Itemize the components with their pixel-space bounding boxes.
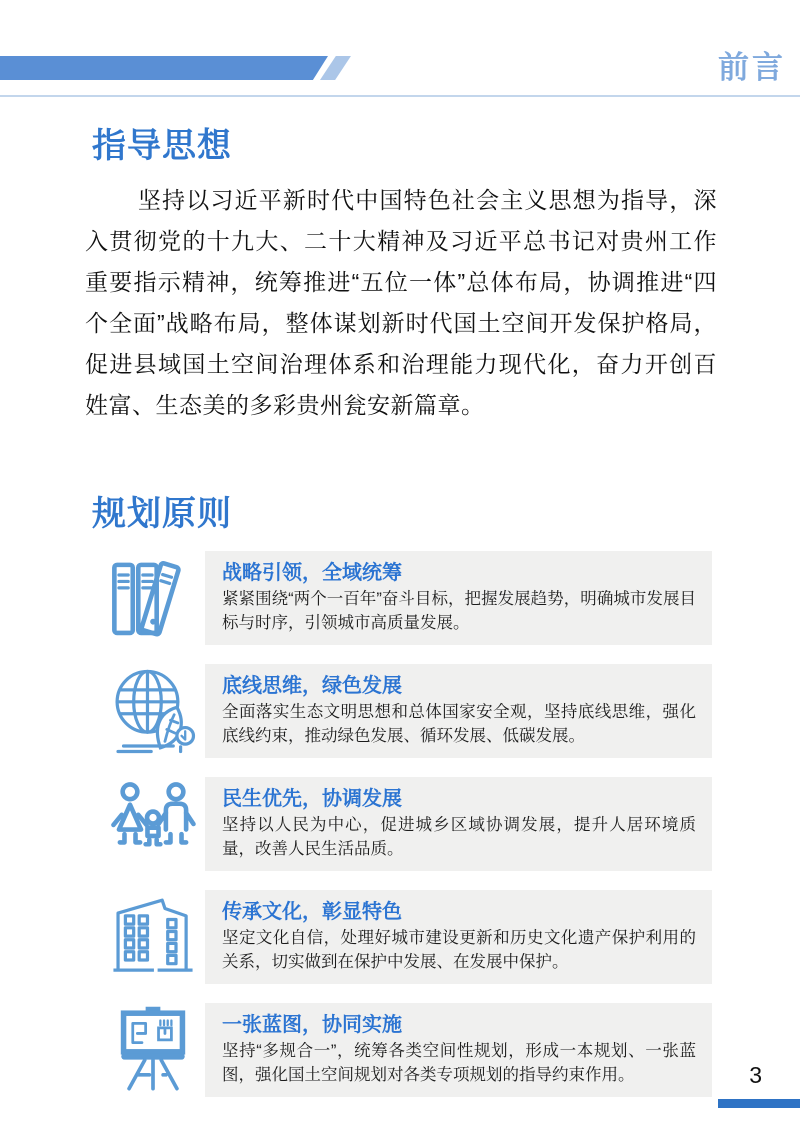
principle-body: 坚定文化自信，处理好城市建设更新和历史文化遗产保护利用的关系，切实做到在保护中发展、在发展中保护。: [222, 929, 696, 971]
guiding-ideology-paragraph: 坚持以习近平新时代中国特色社会主义思想为指导，深入贯彻党的十九大、二十大精神及习近平总书记对贵州工作重要指示精神，统筹推进“五位一体”总体布局，协调推进“四个全面”战略布局，整体谋划新时代国土空间开发保护格局，促进县域国土空间治理体系和治理能力现代化，奋力开创百姓富、生态美的多彩贵州瓮安新篇章。: [85, 187, 717, 418]
principle-title: 战略引领，全域统筹: [222, 562, 402, 584]
principle-box: [205, 664, 712, 758]
principle-body: 坚持以人民为中心，促进城乡区域协调发展，提升人居环境质量，改善人民生活品质。: [222, 816, 696, 858]
principles-list: [100, 551, 712, 1097]
principle-box: [205, 1003, 712, 1097]
principle-title: 一张蓝图，协同实施: [222, 1014, 402, 1036]
principle-title: 传承文化，彰显特色: [222, 901, 402, 923]
section-title-planning-principles: 规划原则: [92, 495, 232, 533]
buildings-icon: [100, 891, 205, 983]
principle-body: 紧紧围绕“两个一百年”奋斗目标，把握发展趋势，明确城市发展目标与时序，引领城市高质量发展。: [222, 590, 696, 632]
principle-title: 民生优先，协调发展: [222, 788, 402, 810]
principle-item-green: [100, 664, 712, 758]
header-divider: [0, 95, 800, 97]
books-icon: [100, 552, 205, 644]
principle-box: [205, 890, 712, 984]
chapter-label: 前言: [718, 50, 786, 85]
principle-body: 全面落实生态文明思想和总体国家安全观，坚持底线思维，强化底线约束，推动绿色发展、循环发展、低碳发展。: [222, 703, 696, 745]
footer-accent-bar: [718, 1099, 800, 1108]
easel-blueprint-icon: [100, 1004, 205, 1096]
page-number: 3: [749, 1062, 762, 1088]
principle-item-blueprint: [100, 1003, 712, 1097]
principle-item-culture: [100, 890, 712, 984]
globe-leaf-icon: [100, 665, 205, 757]
principle-item-livelihood: [100, 777, 712, 871]
principle-box: [205, 551, 712, 645]
family-icon: [100, 778, 205, 870]
section-title-guiding-ideology: 指导思想: [92, 127, 232, 165]
principle-item-strategy: [100, 551, 712, 645]
principle-box: [205, 777, 712, 871]
principle-title: 底线思维，绿色发展: [222, 675, 402, 697]
header-accent-bar: [0, 56, 328, 80]
principle-body: 坚持“多规合一”，统筹各类空间性规划，形成一本规划、一张蓝图，强化国土空间规划对各类专项规划的指导约束作用。: [222, 1042, 696, 1084]
